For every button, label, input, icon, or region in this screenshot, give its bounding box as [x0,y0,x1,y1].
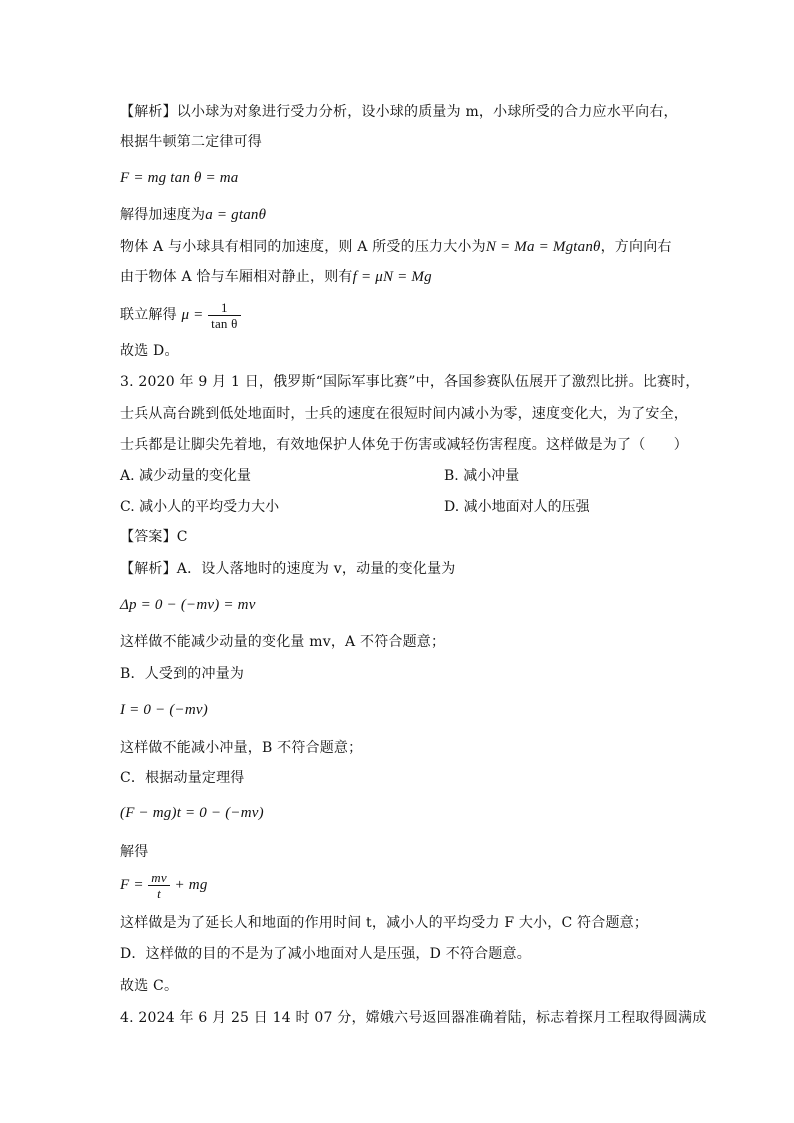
mu-lhs: μ = [181,307,204,323]
analysis-line-friction [120,267,432,287]
accel-formula: a = gtanθ [205,207,267,223]
friction-formula: f = μN = Mg [352,269,432,285]
option-c: C. 减小人的平均受力大小 [120,499,280,515]
analysis-line-pressure [120,237,672,257]
analysis-line-accel [120,205,266,225]
mu-text: 联立解得 [120,307,177,323]
friction-text: 由于物体 A 恰与车厢相对静止，则有 [120,269,353,285]
explanation-b-conclusion: 这样做不能减小冲量，B 不符合题意； [120,740,363,756]
mu-numerator: 1 [208,300,240,316]
question-3-line-3: 士兵都是让脚尖先着地，有效地保护人体免于伤害或减轻伤害程度。这样做是为了（ ） [120,437,688,453]
analysis-line-1: 【解析】以小球为对象进行受力分析，设小球的质量为 m，小球所受的合力应水平向右， [120,104,678,120]
pressure-text: 物体 A 与小球具有相同的加速度，则 A 所受的压力大小为 [120,239,486,255]
question-4-line-1: 4. 2024 年 6 月 25 日 14 时 07 分，嫦娥六号返回器准确着陆，标志着探月工程取得圆满成 [120,1010,707,1026]
equation-impulse: I = 0 − (−mv) [120,702,208,718]
solve-label: 解得 [120,844,149,860]
explanation-b: B．人受到的冲量为 [120,666,245,682]
pressure-formula: N = Ma = Mgtanθ [485,239,601,255]
force-tail: + mg [174,877,208,893]
option-a: A. 减少动量的变化量 [120,468,252,484]
explanation-c-conclusion: 这样做是为了延长人和地面的作用时间 t，减小人的平均受力 F 大小，C 符合题意； [120,915,649,931]
equation-momentum-theorem: (F − mg)t = 0 − (−mv) [120,805,264,821]
answer-line: 【答案】C [120,529,188,545]
option-d: D. 减小地面对人的压强 [444,499,590,515]
question-3-line-1: 3. 2020 年 9 月 1 日，俄罗斯“国际军事比赛”中，各国参赛队伍展开了激烈比拼。比赛时， [120,374,700,390]
force-denominator: t [157,885,161,901]
question-3-line-2: 士兵从高台跳到低处地面时，士兵的速度在很短时间内减小为零，速度变化大，为了安全， [120,406,688,422]
explanation-c: C．根据动量定理得 [120,770,245,786]
equation-momentum-change: Δp = 0 − (−mv) = mv [120,597,256,613]
mu-denominator: tan θ [211,315,238,331]
explanation-d: D．这样做的目的不是为了减小地面对人是压强，D 不符合题意。 [120,946,531,962]
explanation-a-conclusion: 这样做不能减少动量的变化量 mv，A 不符合题意； [120,634,446,650]
explanation-a: 【解析】A．设人落地时的速度为 v，动量的变化量为 [120,561,456,577]
accel-text: 解得加速度为 [120,207,206,223]
pressure-tail: ，方向向右 [600,239,672,255]
force-lhs: F = [120,877,144,893]
force-fraction [148,870,170,901]
analysis-line-mu [120,296,241,334]
mu-fraction [208,300,240,331]
option-b: B. 减小冲量 [444,468,520,484]
analysis-line-2: 根据牛顿第二定律可得 [120,134,262,150]
choose-d-line: 故选 D。 [120,343,179,359]
choose-c-line: 故选 C。 [120,978,179,994]
equation-force [120,866,208,904]
equation-newton: F = mg tan θ = ma [120,170,239,186]
force-numerator: mv [148,870,170,886]
